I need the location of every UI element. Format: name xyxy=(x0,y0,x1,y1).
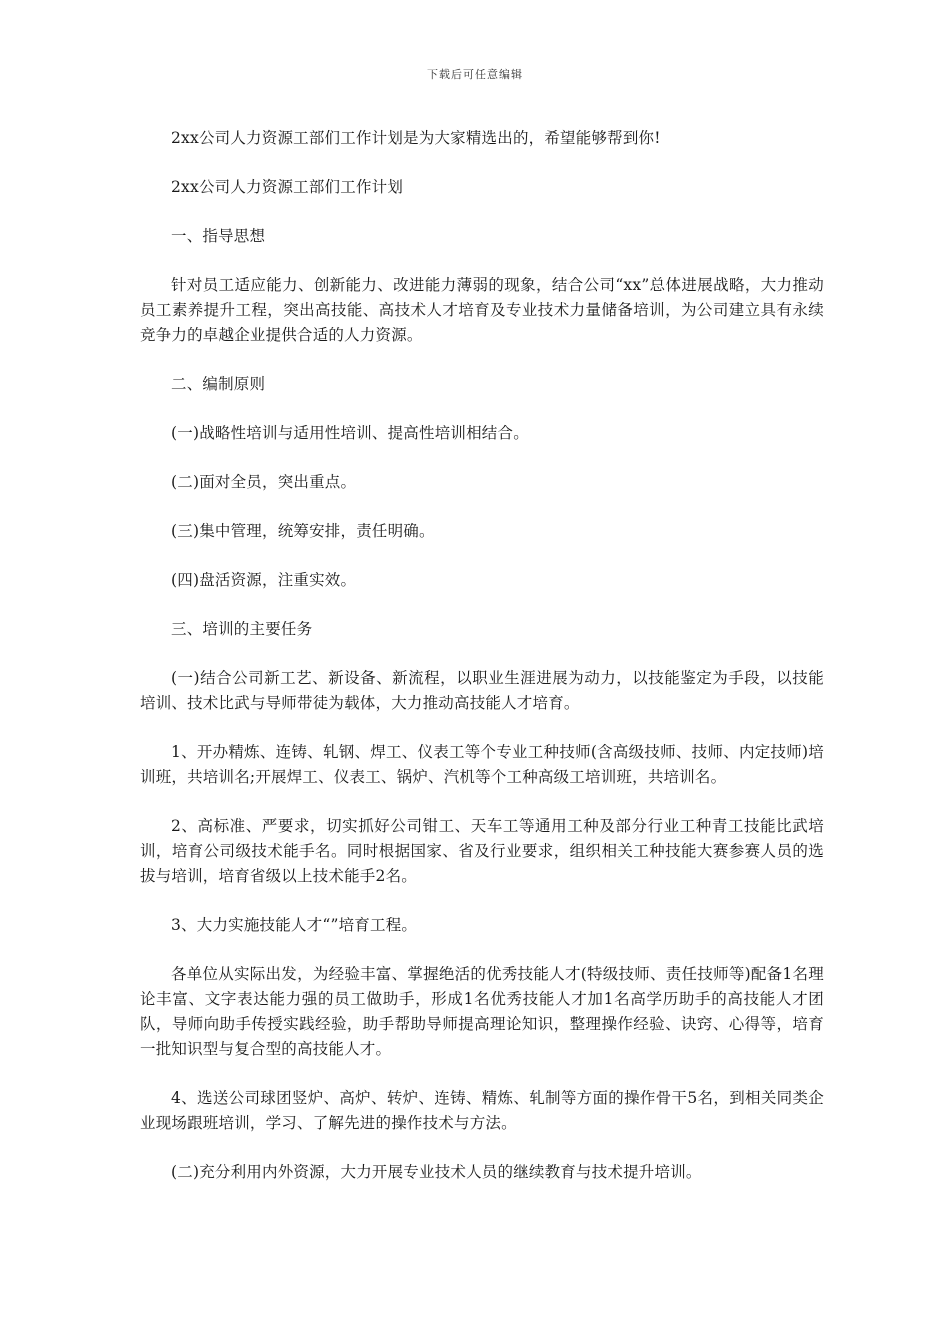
list-item: (四)盘活资源，注重实效。 xyxy=(171,571,357,589)
document-body xyxy=(140,126,824,1209)
body-paragraph: (一)结合公司新工艺、新设备、新流程，以职业生涯进展为动力，以技能鉴定为手段，以技能培训、技术比武与导师带徒为载体，大力推动高技能人才培育。 xyxy=(140,669,824,712)
section-heading: 一、指导思想 xyxy=(171,227,266,245)
list-item: (三)集中管理，统筹安排，责任明确。 xyxy=(171,522,435,540)
page-header: 下载后可任意编辑 xyxy=(427,68,523,81)
body-paragraph: 3、大力实施技能人才“”培育工程。 xyxy=(171,916,418,934)
body-paragraph: 2、高标准、严要求，切实抓好公司钳工、天车工等通用工种及部分行业工种青工技能比武培训，培育公司级技术能手名。同时根据国家、省及行业要求，组织相关工种技能大赛参赛人员的选拔与培训，培育省级以上技术能手2名。 xyxy=(140,817,824,885)
section-heading: 三、培训的主要任务 xyxy=(171,620,313,638)
document-title: 2xx公司人力资源工部们工作计划 xyxy=(171,178,404,196)
body-paragraph: 1、开办精炼、连铸、轧钢、焊工、仪表工等个专业工种技师(含高级技师、技师、内定技师)培训班，共培训名;开展焊工、仪表工、锅炉、汽机等个工种高级工培训班，共培训名。 xyxy=(140,743,824,786)
list-item: (一)战略性培训与适用性培训、提高性培训相结合。 xyxy=(171,424,529,442)
section-heading: 二、编制原则 xyxy=(171,375,266,393)
list-item: (二)面对全员，突出重点。 xyxy=(171,473,357,491)
body-paragraph: 各单位从实际出发，为经验丰富、掌握绝活的优秀技能人才(特级技师、责任技师等)配备1名理论丰富、文字表达能力强的员工做助手，形成1名优秀技能人才加1名高学历助手的高技能人才团队，导师向助手传授实践经验，助手帮助导师提高理论知识，整理操作经验、诀窍、心得等，培育一批知识型与复合型的高技能人才。 xyxy=(140,965,824,1058)
intro-paragraph: 2xx公司人力资源工部们工作计划是为大家精选出的，希望能够帮到你! xyxy=(171,129,661,147)
body-paragraph: 4、选送公司球团竖炉、高炉、转炉、连铸、精炼、轧制等方面的操作骨干5名，到相关同类企业现场跟班培训，学习、了解先进的操作技术与方法。 xyxy=(140,1089,824,1132)
body-paragraph: 针对员工适应能力、创新能力、改进能力薄弱的现象，结合公司“xx”总体进展战略，大力推动员工素养提升工程，突出高技能、高技术人才培育及专业技术力量储备培训，为公司建立具有永续竞争力的卓越企业提供合适的人力资源。 xyxy=(140,276,824,344)
body-paragraph: (二)充分利用内外资源，大力开展专业技术人员的继续教育与技术提升培训。 xyxy=(171,1163,702,1181)
